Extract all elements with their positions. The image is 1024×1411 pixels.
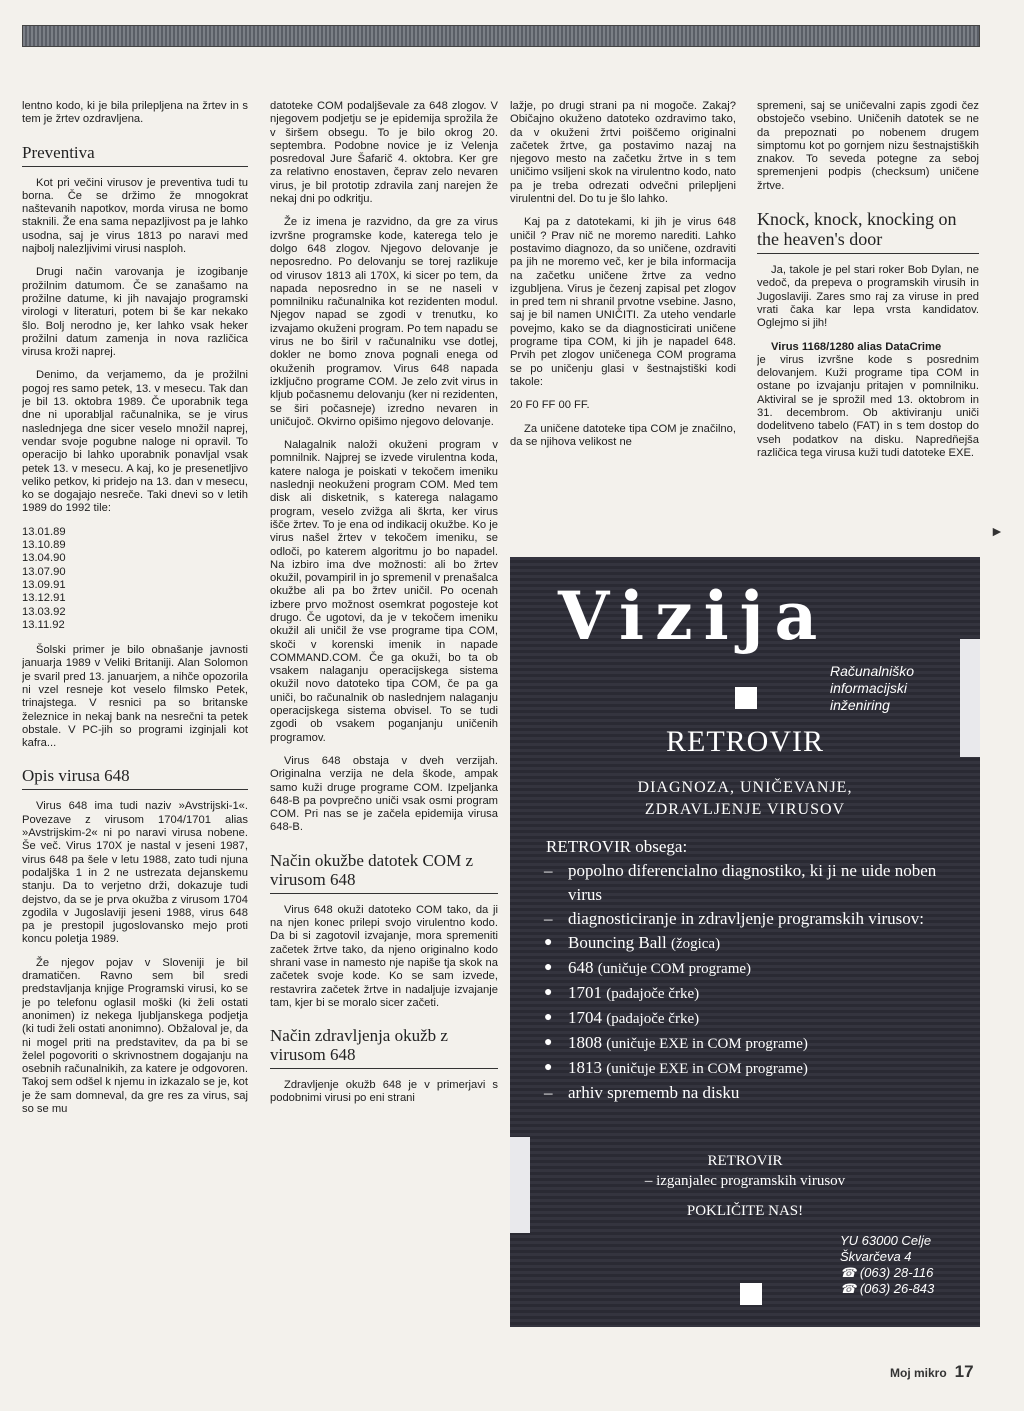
ad-footer: RETROVIR – izganjalec programskih virusov xyxy=(644,1153,846,1189)
paragraph: Za uničene datoteke tipa COM je značilno, da se njihova velikost ne xyxy=(510,422,736,448)
ad-subtitle: DIAGNOZA, UNIČEVANJE, ZDRAVLJENJE VIRUSOV xyxy=(637,779,853,818)
advertisement xyxy=(510,557,980,1327)
paragraph: Kot pri večini virusov je preventiva tudi tu borna. Če se držimo že mnogokrat naštevanih napotkov, morda virusa ne bomo staknili. Že ena sama nepazljivost pa je lahko usodna, saj je virus 1813 po naravi med najbolj nalezljivimi virusi nasploh. xyxy=(22,176,248,256)
feature-item: – arhiv sprememb na disku xyxy=(540,1081,970,1105)
bullet-icon: ● xyxy=(544,1035,553,1050)
subheading-nacin-okuzbe: Način okužbe datotek COM z virusom 648 xyxy=(270,851,498,894)
ad-feature-list xyxy=(540,859,970,1105)
paragraph: lažje, po drugi strani pa ni mogoče. Zakaj? Običajno okuženo datoteko ozdravimo tako, da v okuženi žrtvi poiščemo originalni začetek žrtve, ga postavimo nazaj na njegovo mesto na začetku žrtve in s tem uničimo vsiljeni skok na virulentno kodo, nato pa je treba odrezati odvečni prilepljeni virulentni del. Do tu je šlo lahko. xyxy=(510,100,736,206)
date-item: 13.12.91 xyxy=(22,592,66,605)
feature-item: – diagnosticiranje in zdravljenje programskih virusov: xyxy=(540,907,970,931)
virus-item: ● 1808 (uničuje EXE in COM programe) xyxy=(540,1031,970,1056)
bullet-icon: ● xyxy=(544,935,553,950)
ad-product: RETROVIR xyxy=(666,725,824,758)
dash-icon: – xyxy=(544,1083,553,1102)
bullet-icon: ● xyxy=(544,985,553,1000)
hex-code: 20 F0 FF 00 FF. xyxy=(510,399,590,412)
column-2 xyxy=(270,100,498,1340)
lead-virus-datacrime: Virus 1168/1280 alias DataCrime xyxy=(771,340,942,353)
subheading-preventiva: Preventiva xyxy=(22,143,248,167)
virus-item: ● 1701 (padajoče črke) xyxy=(540,981,970,1006)
paragraph: Nalagalnik naloži okuženi program v pomnilnik. Najprej se izvede virulentna koda, katere naloga je poiskati v tekočem imeniku naslednji neokuženi program COM. Med tem disk ali disketnik, s katerega nalagamo program, veselo zvižga ali škrta, ker virus išče žrtev. To je ena od indikacij okužbe. Ko je virus našel žrtev v tekočem imeniku, se odloči, po katerem algoritmu jo bo napadel. Na izbiro ima dve možnosti: ali bo žrtev okužil, povampiril in jo spremenil v prenašalca okužbe ali pa bo žrtev uničil. Po ocenah izbere prvo možnost osemkrat pogosteje kot drugo. Če ugotovi, da je v tekočem imeniku okužil ali uničil že vse programe tipa COM, skoči v korenski imenik in napade COMMAND.COM. Če ga okuži, bo ta ob vsakem nalaganju operacijskega sistema okužil novo datoteko tipa COM, če pa ga uniči, bo računalnik ob naslednjem nalaganju operacijskega sistema obvisel. To se tudi zgodi ob vsakem poganjanju uničenih programov. xyxy=(270,439,498,744)
virus-item: ● 1704 (padajoče črke) xyxy=(540,1006,970,1031)
paragraph: Denimo, da verjamemo, da je prožilni pogoj res samo petek, 13. v mesecu. Tak dan je bil 13. oktobra 1989. Če uporabnik tega dne ni uporabljal računalnika, se je virus naslednjega dne sicer veselo množil naprej, vendar svoje pogubne naloge ni opravil. To operacijo bi lahko uporabnik ponavljal vsak petek 13. v mesecu. A kaj, ko je presenetljivo veliko petkov, ki pridejo na 13. dan v mesecu, ko se dogajajo nesreče. Taki dnevi so v letih 1989 do 1992 tile: xyxy=(22,369,248,515)
ad-call-to-action: POKLIČITE NAS! xyxy=(686,1203,804,1219)
paragraph: Zdravljenje okužb 648 je v primerjavi s podobnimi virusi po eni strani xyxy=(270,1079,498,1105)
bullet-icon: ● xyxy=(544,1010,553,1025)
date-item: 13.09.91 xyxy=(22,578,66,591)
paragraph: datoteke COM podaljševale za 648 zlogov. V njegovem podjetju se je epidemija sprožila že v širšem obsegu. To je bilo okrog 20. septembra. Podobne novice je iz Velenja posredoval Jure Šafarič 4. oktobra. Ker gre za relativno enostaven, čeprav zelo nevaren virus, je bil prototip zdravila zanj narejen že nekaj dni po odkritju. xyxy=(270,100,498,206)
paragraph: Šolski primer je bilo obnašanje javnosti januarja 1989 v Veliki Britaniji. Alan Solomon je svaril pred 13. januarjem, a nihče opozorila ni vzel resneje kot veselo filmsko Petek, trinajstega. V resnici pa so britanske železnice in nekaj bank na nesrečni ta petek obstale. V PC-jih so programi izginjali kot kafra... xyxy=(22,644,248,750)
paragraph: Kaj pa z datotekami, ki jih je virus 648 uničil ? Prav nič ne moremo narediti. Lahko postavimo diagnozo, da so uničene, ozdraviti pa jih ne moremo več, ker je bila informacija na začetku uničene žrtve za vedno izgubljena. Virus je čezenj zapisal pet zlogov in pred tem ni shranil prvotne vsebine. Jasno, saj je bil namen UNIČITI. Za uteho vendarle povejmo, kako se da diagnosticirati uničene programe tipa COM, ki jih je napadel 648. Prvih pet zlogov uničenega COM programa se po uničenju glasi v šestnajstiški kodi takole: xyxy=(510,216,736,388)
header-bar xyxy=(22,25,980,47)
virus-item: ● Bouncing Ball (žogica) xyxy=(540,931,970,956)
paragraph: spremeni, saj se uničevalni zapis zgodi čez obstoječo vsebino. Uničenih datotek se ne da prepoznati po nobenem drugem simptomu kot po gornjem nizu šestnajstiških znakov. To seveda potegne za seboj spremenjeni podpis (checksum) uničene žrtve. xyxy=(757,100,979,192)
paragraph: Virus 648 ima tudi naziv »Avstrijski-1«. Povezave z virusom 1704/1701 alias »Avstrijskim-2« ni po naravi virusa nobene. Še več. Virus 170X je nastal v jeseni 1987, virus 648 pa šele v letu 1988, zato tudi njuna podaljška 1 in 2 ne ustrezata dejanskemu stanju. Da to verjetno drži, dokazuje tudi dejstvo, da se je prva okužba z virusom 1704 zgodila v Jugoslaviji jeseni 1988, virus 648 pa je prestopil jugoslovansko mejo proti koncu poletja 1989. xyxy=(22,800,248,946)
paragraph: Drugi način varovanja je izogibanje prožilnim datumom. Če se zanašamo na prožilne datume, ki jih navajajo programski virologi v literaturi, potem bi še kar nekako šlo. Bolj nerodno je, ker lahko vsak heker prožilni datum zamenja in nova različica virusa kroži naprej. xyxy=(22,266,248,359)
date-item: 13.03.92 xyxy=(22,605,66,618)
dash-icon: – xyxy=(544,909,553,928)
continue-arrow-icon: ► xyxy=(990,523,1004,539)
paragraph: Virus 648 okuži datoteko COM tako, da ji na njen konec prilepi svojo virulentno kodo. Da bi si zagotovil izvajanje, mora spremeniti začetek žrtve tako, da njeno originalno kodo shrani vase in namesto nje napiše tja skok na začetek svoje kode. Ko se sam izvede, restavrira začetek žrtve in nadaljuje izvajanje tam, kjer bi se moralo sicer začeti. xyxy=(270,903,498,1009)
phone-line: ☎ (063) 26-843 xyxy=(840,1281,935,1296)
ad-obsega: RETROVIR obsega: xyxy=(546,837,688,856)
paragraph: Ja, takole je pel stari roker Bob Dylan, ne vedoč, da prepeva o programskih virusih in Jugoslaviji. Zares smo raj za viruse in pred vrati čaka kar lepa vrsta kandidatov. Oglejmo si jih! xyxy=(757,264,979,330)
date-list xyxy=(22,526,248,632)
date-item: 13.11.92 xyxy=(22,618,65,631)
ad-tagline: Računalniško informacijski inženiring xyxy=(830,663,915,713)
column-4 xyxy=(757,100,979,540)
phone-icon: ☎ xyxy=(840,1281,857,1296)
magazine-name: Moj mikro xyxy=(890,1366,947,1380)
subheading-nacin-zdravljenja: Način zdravljenja okužb z virusom 648 xyxy=(270,1026,498,1069)
paragraph: Virus 648 obstaja v dveh verzijah. Originalna verzija ne dela škode, ampak samo kuži druge programe COM. Izpeljanka 648-B pa povprečno uniči vsak osmi program COM. Pri nas se je začela epidemija virusa 648-B. xyxy=(270,754,498,834)
page-number: 17 xyxy=(954,1362,974,1381)
bullet-icon: ● xyxy=(544,960,553,975)
column-3 xyxy=(510,100,736,530)
paragraph: Že njegov pojav v Sloveniji je bil dramatičen. Ravno sem bil sredi predstavljanja knjige Programski virusi, ko se je po telefonu oglasil moški (ki želi ostati anonimen) iz nekega ljubljanskega podjetja (ki tudi želi ostati anonimno). Obžaloval je, da ni mogel priti na predstavitev, da pa bi se želel pogovoriti o skrivnostnem dogajanju na osebnih računalnikih, za katere je odgovoren. Takoj sem odšel k njemu in izkazalo se je, kot je že sam domneval, da gre res za virus, saj so se mu xyxy=(22,956,248,1115)
decor-square xyxy=(735,687,757,709)
subheading-knock: Knock, knock, knocking on the heaven's door xyxy=(757,209,979,254)
ad-brand: Vizija xyxy=(558,577,829,655)
phone-icon: ☎ xyxy=(840,1265,857,1280)
bullet-icon: ● xyxy=(544,1060,553,1075)
paragraph: je virus izvršne kode s posrednim delovanjem. Kuži programe tipa COM in ostane po izvajanju pritajen v pomnilniku. Aktiviral se je sprožil med 13. oktobrom in 31. decembrom. Ob aktiviranju uniči dodelitveno tabelo (FAT) in s tem dostop do vseh podatkov na disku. Napredňejša različica tega virusa kuži tudi datoteke EXE. xyxy=(757,353,979,459)
date-item: 13.07.90 xyxy=(22,565,66,578)
column-1 xyxy=(22,100,248,1340)
ad-address: YU 63000 Celje Škvarčeva 4 ☎ (063) 28-116 ☎ (063) 26-843 xyxy=(840,1233,935,1296)
paragraph: Že iz imena je razvidno, da gre za virus izvršne programske kode, katerega telo je dolgo 648 zlogov. Njegovo delovanje je neposredno. Po delovanju se torej razlikuje od virusov 1813 ali 170X, ki sicer po tem, da napada neposredno in se ne naseli v pomnilniku računalnika kot rezidenten modul. Njegov napad se zgodi v trenutku, ko izvajamo okuženi program. Po tem napadu se virus ne bo širil v računalniku vse dotlej, dokler ne bomo znova pognali enega od okuženih programov. Virus 648 napada izključno programe COM. Je zelo zvit virus in kljub počasnemu delovanju (ker ni rezidenten, se širi počasneje) izredno nevaren in uničujoč. Okvirno opišimo njegovo delovanje. xyxy=(270,216,498,428)
date-item: 13.01.89 xyxy=(22,525,66,538)
date-item: 13.04.90 xyxy=(22,552,66,565)
date-item: 13.10.89 xyxy=(22,539,66,552)
page-footer xyxy=(890,1362,974,1382)
phone-line: ☎ (063) 28-116 xyxy=(840,1265,934,1280)
virus-item: ● 1813 (uničuje EXE in COM programe) xyxy=(540,1056,970,1081)
feature-item: – popolno diferencialno diagnostiko, ki ji ne uide noben virus xyxy=(544,861,937,904)
decor-square xyxy=(740,1283,762,1305)
paragraph: lentno kodo, ki je bila prilepljena na žrtev in s tem je žrtev ozdravljena. xyxy=(22,100,248,126)
subheading-opis-virusa: Opis virusa 648 xyxy=(22,766,248,790)
dash-icon: – xyxy=(544,861,553,880)
virus-item: ● 648 (uničuje COM programe) xyxy=(540,956,970,981)
